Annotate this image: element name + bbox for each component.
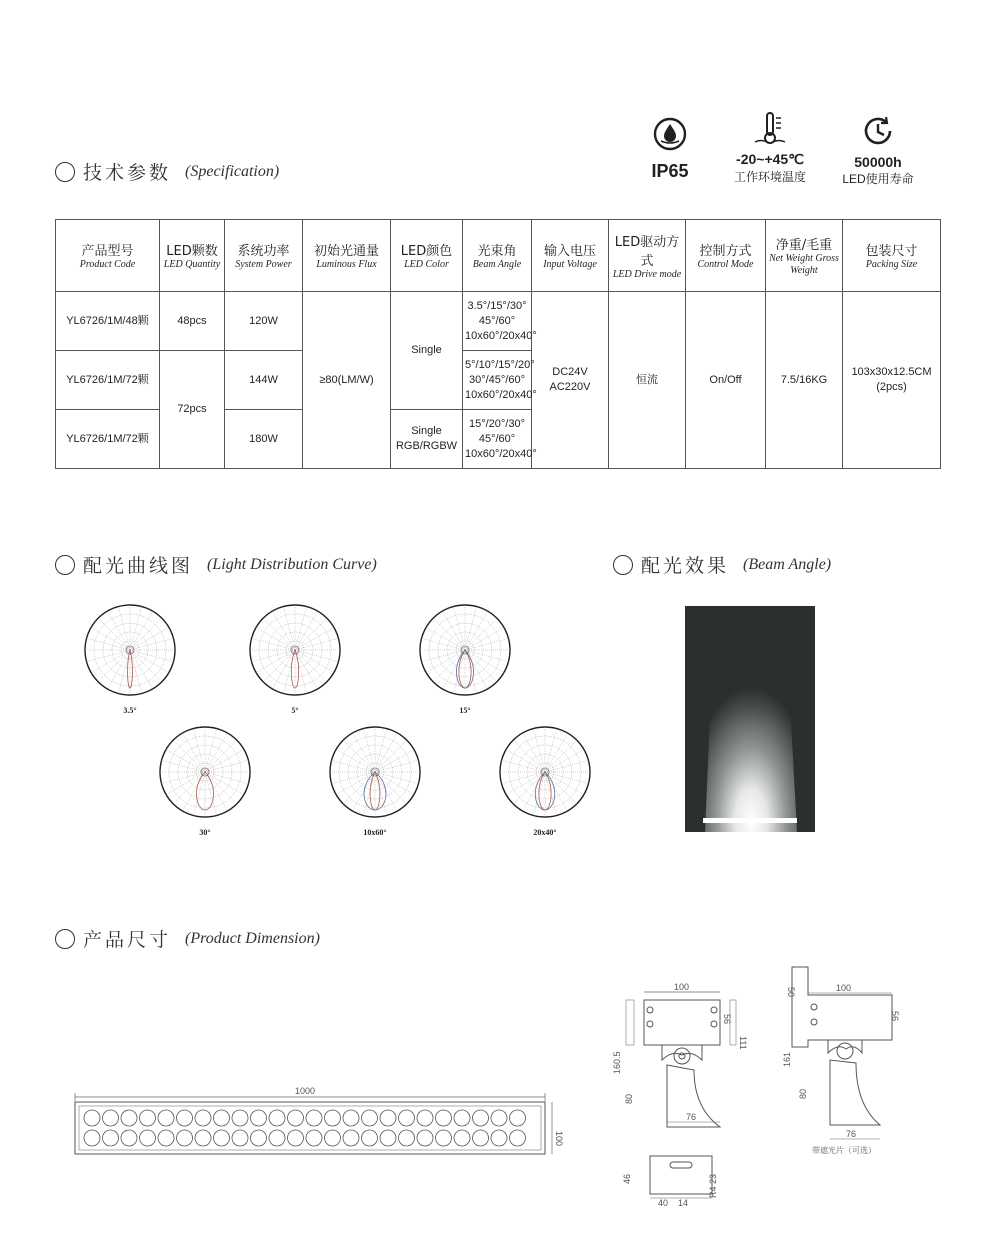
power-cell: 180W	[225, 410, 303, 469]
header-cell: 净重/毛重 Net Weight Gross Weight	[766, 220, 843, 292]
side-80-dimension: 80	[624, 1093, 634, 1104]
led-lens	[214, 1130, 230, 1146]
product-code-cell: YL6726/1M/72颗	[56, 410, 160, 469]
bullet-circle-icon	[55, 555, 75, 575]
header-cell: LED颗数 LED Quantity	[160, 220, 225, 292]
led-lens	[417, 1110, 433, 1126]
bullet-circle-icon	[55, 162, 75, 182]
bracket-23-dimension: 23	[708, 1173, 718, 1184]
spec-section-title: 技术参数 (Specification)	[55, 158, 279, 185]
led-lens	[103, 1130, 119, 1146]
shield-view-drawing	[780, 965, 900, 1160]
side-width-dimension: 100	[674, 982, 690, 992]
header-cell: LED颜色 LED Color	[391, 220, 463, 292]
led-lens	[399, 1110, 415, 1126]
led-lens	[380, 1110, 396, 1126]
led-lens	[454, 1110, 470, 1126]
thermometer-icon	[751, 110, 789, 146]
led-lens	[325, 1110, 341, 1126]
bullet-circle-icon	[613, 555, 633, 575]
bracket-46-dimension: 46	[622, 1173, 632, 1184]
beam-angle-cell: 5°/10°/15°/20° 30°/45°/60° 10x60°/20x40°	[463, 351, 532, 410]
led-lens	[288, 1130, 304, 1146]
led-lens	[214, 1110, 230, 1126]
led-lens	[195, 1110, 211, 1126]
bullet-circle-icon	[55, 929, 75, 949]
led-lens	[140, 1130, 156, 1146]
height-dimension: 100	[554, 1131, 564, 1147]
led-lens	[269, 1110, 285, 1126]
ip-badge: IP65	[635, 116, 705, 182]
power-cell: 144W	[225, 351, 303, 410]
shield-caption: 带遮光片（可选）	[812, 1146, 876, 1155]
shield-100-dimension: 100	[836, 983, 852, 993]
led-color-cell: Single	[391, 292, 463, 410]
led-lens	[177, 1110, 193, 1126]
led-lens	[269, 1130, 285, 1146]
product-code-cell: YL6726/1M/72颗	[56, 351, 160, 410]
led-lens	[158, 1110, 174, 1126]
table-row	[56, 292, 941, 351]
led-lens	[195, 1130, 211, 1146]
header-cell: LED驱动方式 LED Drive mode	[609, 220, 686, 292]
led-lens	[232, 1130, 248, 1146]
side-view-drawing	[612, 980, 757, 1135]
led-lens	[84, 1110, 100, 1126]
shield-161-dimension: 161	[782, 1051, 792, 1067]
power-cell: 120W	[225, 292, 303, 351]
polar-label: 10x60°	[363, 828, 387, 837]
led-lens	[436, 1110, 452, 1126]
polar-label: 20x40°	[533, 828, 557, 837]
header-cell: 包装尺寸 Packing Size	[843, 220, 941, 292]
bracket-r4-dimension: R4	[708, 1186, 718, 1198]
header-cell: 光束角 Beam Angle	[463, 220, 532, 292]
beam-angle-cell: 3.5°/15°/30° 45°/60° 10x60°/20x40°	[463, 292, 532, 351]
led-lens	[362, 1130, 378, 1146]
led-lens	[436, 1130, 452, 1146]
drive-cell: 恒流	[609, 292, 686, 469]
shield-80-dimension: 80	[798, 1088, 808, 1099]
dimension-section-title: 产品尺寸 (Product Dimension)	[55, 925, 320, 952]
led-lens	[306, 1130, 322, 1146]
led-lens	[325, 1130, 341, 1146]
control-cell: On/Off	[686, 292, 766, 469]
led-lens	[510, 1130, 526, 1146]
led-lens	[473, 1110, 489, 1126]
beam-section-title: 配光效果 (Beam Angle)	[613, 551, 831, 578]
spec-table	[55, 219, 941, 469]
weight-cell: 7.5/16KG	[766, 292, 843, 469]
led-lens	[510, 1110, 526, 1126]
led-lens	[399, 1130, 415, 1146]
light-curve-section-title: 配光曲线图 (Light Distribution Curve)	[55, 551, 377, 578]
front-view-drawing	[70, 1085, 564, 1160]
bracket-drawing	[620, 1150, 730, 1210]
beam-effect-photo	[685, 606, 815, 832]
side-56-dimension: 56	[722, 1014, 732, 1025]
shield-56-dimension: 56	[890, 1011, 900, 1022]
led-lens	[121, 1130, 137, 1146]
led-lens	[343, 1130, 359, 1146]
polar-diagram	[495, 722, 595, 837]
led-color-cell: Single RGB/RGBW	[391, 410, 463, 469]
led-lens	[84, 1130, 100, 1146]
lifetime-badge: 50000h LED使用寿命	[830, 113, 926, 187]
led-lens	[473, 1130, 489, 1146]
led-qty-cell: 72pcs	[160, 351, 225, 469]
led-lens	[232, 1110, 248, 1126]
led-lens	[103, 1110, 119, 1126]
polar-label: 30°	[199, 828, 211, 837]
shield-76-dimension: 76	[846, 1129, 857, 1139]
polar-label: 3.5°	[123, 706, 137, 715]
led-lens	[306, 1110, 322, 1126]
side-111-dimension: 111	[738, 1036, 748, 1050]
shield-50-dimension: 50	[786, 987, 796, 998]
header-cell: 控制方式 Control Mode	[686, 220, 766, 292]
polar-diagram	[80, 600, 180, 715]
side-160-dimension: 160.5	[612, 1051, 622, 1074]
header-cell: 初始光通量 Luminous Flux	[303, 220, 391, 292]
led-lens	[140, 1110, 156, 1126]
led-lens	[380, 1130, 396, 1146]
led-lens	[251, 1130, 267, 1146]
led-lens	[417, 1130, 433, 1146]
beam-angle-cell: 15°/20°/30° 45°/60° 10x60°/20x40°	[463, 410, 532, 469]
led-lens	[491, 1130, 507, 1146]
polar-label: 5°	[291, 706, 299, 715]
led-lens	[362, 1110, 378, 1126]
led-lens	[454, 1130, 470, 1146]
led-qty-cell: 48pcs	[160, 292, 225, 351]
clock-icon	[860, 113, 896, 149]
led-lens	[343, 1110, 359, 1126]
polar-label: 15°	[459, 706, 471, 715]
led-lens	[177, 1130, 193, 1146]
voltage-cell: DC24V AC220V	[532, 292, 609, 469]
polar-diagram	[245, 600, 345, 715]
product-code-cell: YL6726/1M/48颗	[56, 292, 160, 351]
header-cell: 系统功率 System Power	[225, 220, 303, 292]
header-cell: 产品型号 Product Code	[56, 220, 160, 292]
feature-badges	[630, 116, 930, 196]
length-dimension: 1000	[295, 1086, 316, 1096]
bracket-14-dimension: 14	[678, 1198, 689, 1208]
header-cell: 输入电压 Input Voltage	[532, 220, 609, 292]
led-lens	[288, 1110, 304, 1126]
water-drop-icon	[652, 116, 688, 152]
side-76-dimension: 76	[686, 1112, 697, 1122]
led-lens	[251, 1110, 267, 1126]
led-lens	[121, 1110, 137, 1126]
flux-cell: ≥80(LM/W)	[303, 292, 391, 469]
led-lens	[158, 1130, 174, 1146]
polar-diagram	[155, 722, 255, 837]
polar-diagram	[415, 600, 515, 715]
bracket-40-dimension: 40	[658, 1198, 669, 1208]
packing-cell: 103x30x12.5CM (2pcs)	[843, 292, 941, 469]
led-lens	[491, 1110, 507, 1126]
polar-diagram	[325, 722, 425, 837]
temperature-badge: -20~+45℃ 工作环境温度	[720, 110, 820, 185]
table-header-row	[56, 220, 941, 292]
